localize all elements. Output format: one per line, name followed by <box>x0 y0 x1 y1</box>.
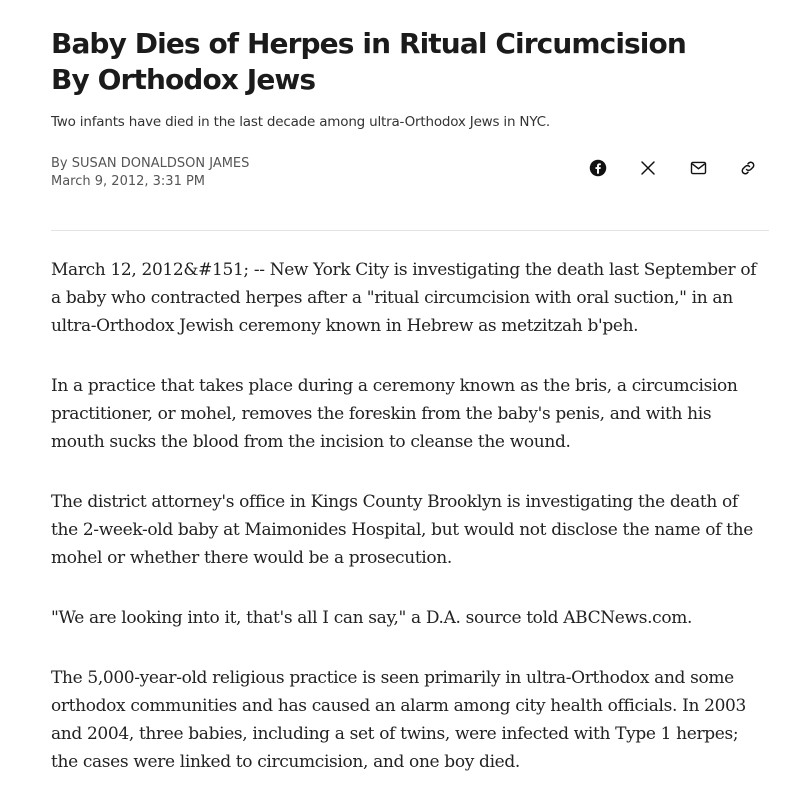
article-meta <box>51 155 769 215</box>
subheadline: Two infants have died in the last decade among ultra-Orthodox Jews in NYC. <box>51 114 550 130</box>
paragraph: March 12, 2012&#151; -- New York City is investigating the death last September of a baby who contracted herpes after a "ritual circumcision with oral suction," in an ultra-Orthodox Jewish ceremony known in Hebrew as metzitzah b'peh. <box>51 260 757 336</box>
publish-date: March 9, 2012, 3:31 PM <box>51 174 206 189</box>
paragraph: The district attorney's office in Kings County Brooklyn is investigating the death of the 2-week-old baby at Maimonides Hospital, but would not disclose the name of the mohel or whether there would be a prosecution. <box>51 492 753 568</box>
article <box>51 26 769 808</box>
link-icon[interactable] <box>737 157 759 179</box>
divider <box>51 230 769 231</box>
paragraph: The 5,000-year-old religious practice is seen primarily in ultra-Orthodox and some orthodox communities and has caused an alarm among city health officials. In 2003 and 2004, three babies, including a set of twins, were infected with Type 1 herpes; the cases were linked to circumcision, and one boy died. <box>51 668 746 772</box>
email-icon[interactable] <box>687 157 709 179</box>
x-icon[interactable] <box>637 157 659 179</box>
paragraph: "We are looking into it, that's all I can say," a D.A. source told ABCNews.com. <box>51 608 693 628</box>
author-name[interactable]: SUSAN DONALDSON JAMES <box>71 156 250 171</box>
share-bar <box>587 157 759 179</box>
facebook-icon[interactable] <box>587 157 609 179</box>
article-body <box>51 256 769 776</box>
headline: Baby Dies of Herpes in Ritual Circumcision By Orthodox Jews <box>51 27 686 96</box>
paragraph: In a practice that takes place during a ceremony known as the bris, a circumcision practitioner, or mohel, removes the foreskin from the baby's penis, and with his mouth sucks the blood from the incision to cleanse the wound. <box>51 376 738 452</box>
byline-prefix: By <box>51 156 72 171</box>
